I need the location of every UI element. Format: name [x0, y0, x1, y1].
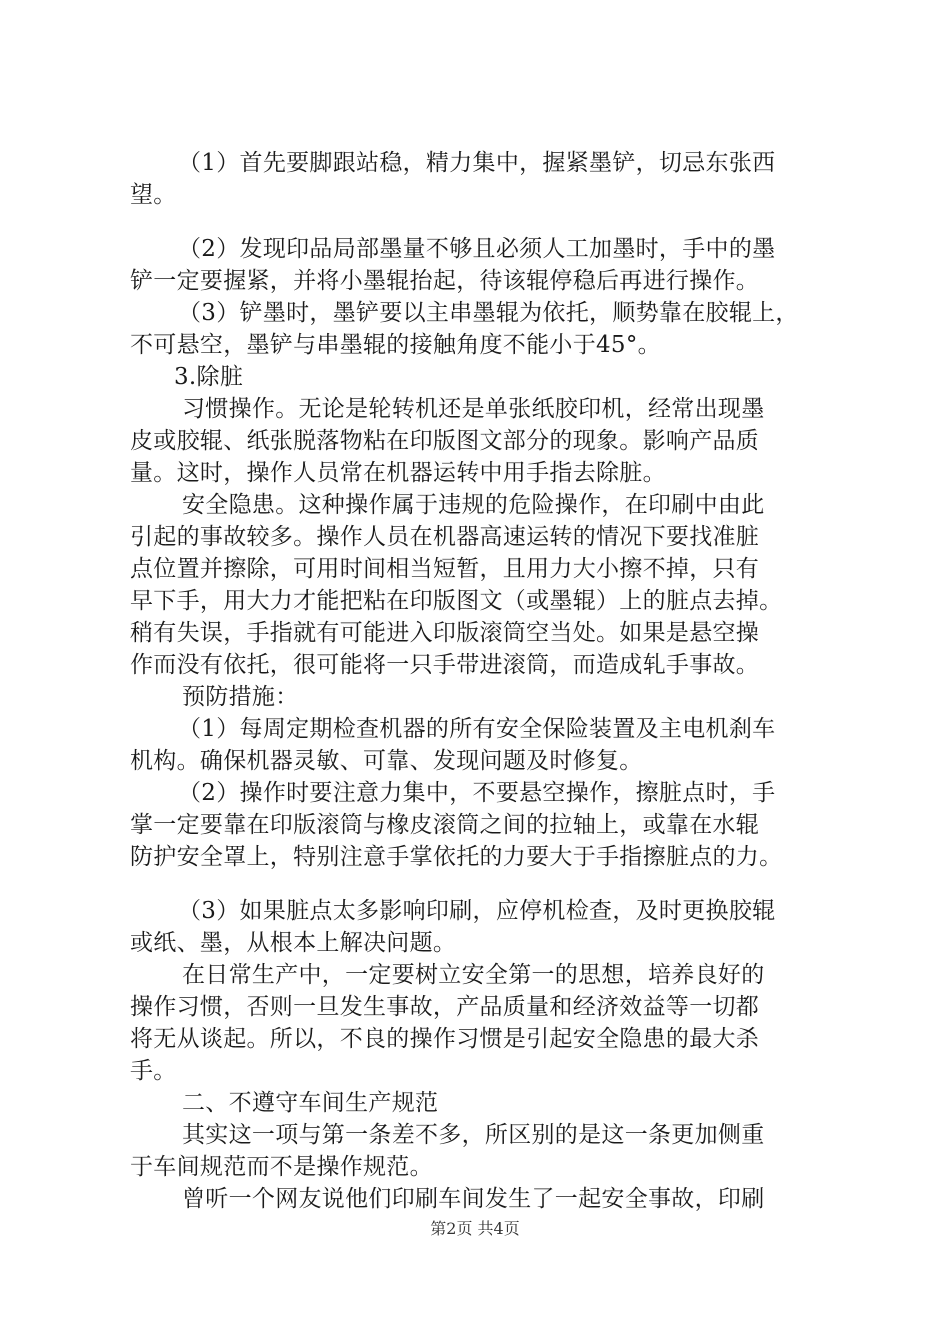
text-line: （2）发现印品局部墨量不够且必须人工加墨时，手中的墨	[178, 236, 776, 262]
text-line: 量。这时，操作人员常在机器运转中用手指去除脏。	[130, 460, 666, 486]
text-line: 预防措施：	[182, 684, 299, 710]
text-line: 将无从谈起。所以，不良的操作习惯是引起安全隐患的最大杀	[130, 1026, 760, 1052]
text-line: 机构。确保机器灵敏、可靠、发现问题及时修复。	[130, 748, 643, 774]
text-line: 其实这一项与第一条差不多，所区别的是这一条更加侧重	[182, 1122, 765, 1148]
text-line: （2）操作时要注意力集中，不要悬空操作，擦脏点时，手	[178, 780, 776, 806]
text-line: （1）每周定期检查机器的所有安全保险装置及主电机刹车	[178, 716, 776, 742]
text-line: 铲一定要握紧，并将小墨辊抬起，待该辊停稳后再进行操作。	[130, 268, 760, 294]
text-line: 或纸、墨，从根本上解决问题。	[130, 930, 457, 956]
text-line: （3）如果脏点太多影响印刷，应停机检查，及时更换胶辊	[178, 898, 776, 924]
text-line: 作而没有依托，很可能将一只手带进滚筒，而造成轧手事故。	[130, 652, 760, 678]
text-line: 掌一定要靠在印版滚筒与橡皮滚筒之间的拉轴上，或靠在水辊	[130, 812, 760, 838]
text-line: 皮或胶辊、纸张脱落物粘在印版图文部分的现象。影响产品质	[130, 428, 760, 454]
text-line: 引起的事故较多。操作人员在机器高速运转的情况下要找准脏	[130, 524, 760, 550]
text-line: 安全隐患。这种操作属于违规的危险操作，在印刷中由此	[182, 492, 765, 518]
page-footer: 第2页 共4页	[430, 1219, 520, 1238]
text-line: （3）铲墨时，墨铲要以主串墨辊为依托，顺势靠在胶辊上，	[178, 300, 799, 326]
text-line: 手。	[130, 1058, 177, 1084]
text-line: 稍有失误，手指就有可能进入印版滚筒空当处。如果是悬空操	[130, 620, 760, 646]
text-line: 防护安全罩上，特别注意手掌依托的力要大于手指擦脏点的力。	[130, 844, 783, 870]
text-line: 于车间规范而不是操作规范。	[130, 1154, 433, 1180]
text-line: 不可悬空，墨铲与串墨辊的接触角度不能小于45°。	[130, 332, 661, 358]
text-line: （1）首先要脚跟站稳，精力集中，握紧墨铲，切忌东张西	[178, 150, 776, 176]
text-line: 早下手，用大力才能把粘在印版图文（或墨辊）上的脏点去掉。	[130, 588, 783, 614]
text-line: 点位置并擦除，可用时间相当短暂，且用力大小擦不掉，只有	[130, 556, 760, 582]
text-line: 习惯操作。无论是轮转机还是单张纸胶印机，经常出现墨	[182, 396, 765, 422]
text-line: 在日常生产中，一定要树立安全第一的思想，培养良好的	[182, 962, 765, 988]
section-heading: 二、不遵守车间生产规范	[182, 1090, 439, 1116]
text-line: 望。	[130, 182, 177, 208]
text-line: 曾听一个网友说他们印刷车间发生了一起安全事故，印刷	[182, 1186, 765, 1212]
text-line: 操作习惯，否则一旦发生事故，产品质量和经济效益等一切都	[130, 994, 760, 1020]
section-heading: 3.除脏	[174, 364, 244, 390]
